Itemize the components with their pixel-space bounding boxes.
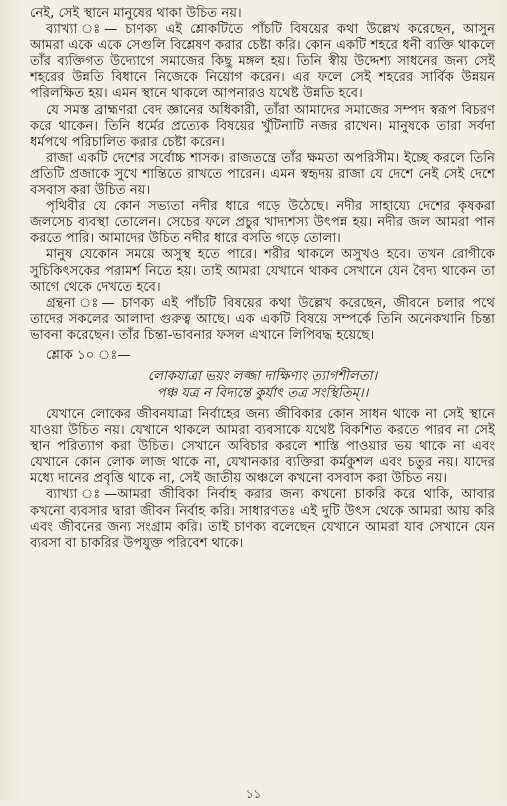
verse-line-2: পঞ্চ যত্র ন বিদ্যন্তে কুর্যাৎ তত্র সংস্থিতিম্।। [156,385,369,401]
verse-line-1: লোকযাত্রা ভয়ং লজ্জা দাক্ষিণ্যং ত্যাগশীলতা। [147,368,378,384]
paragraph-king: রাজা একটি দেশের সর্বোচ্চ শাসক। রাজতন্ত্রে তাঁর ক্ষমতা অপরিসীম। ইচ্ছে করলে তিনি প্রতিটি প্রজাকে সুখে শান্তিতে রাখতে পারেন। এমন স্বহৃদয় রাজা যে দেশে নেই সেই দেশে বসবাস করা উচিত নয়। [30,150,495,199]
paragraph-explanation-1: ব্যাখ্যা ঃ— চাণক্য এই শ্লোকটিতে পাঁচটি বিষয়ের কথা উল্লেখ করেছেন, আসুন আমরা একে একে সেগুলি বিশ্লেষণ করার চেষ্টা করি। কোন একটি শহরে ধনী ব্যক্তি থাকলে তাঁর ব্যক্তিগত উদ্যোগে সমাজের কিছু মঙ্গল হয়। তিনি স্বীয় উদ্দেশ্য সাধনের জন্য সেই শহরের উন্নতি বিধানে নিজেকে নিয়োগ করেন। এর ফলে সেই শহরের সার্বিক উন্নয়ন পরিলক্ষিত হয়। এমন স্থানে থাকলে আপনারও যথেষ্ট উন্নতি হবে। [30,22,495,102]
page-text [30,6,495,552]
page-number: ১১ [245,787,262,801]
intro-line: নেই, সেই স্থানে মানুষের থাকা উচিত নয়। [30,6,242,21]
paragraph-brahmins: যে সমস্ত ব্রাহ্মণরা বেদ জ্ঞানের অধিকারী, তাঁরা আমাদের সমাজের সম্পদ স্বরূপ বিচরণ করে থাকেন। তিনি ধর্মের প্রত্যেক বিষয়ের খুঁটিনাটি নজর রাখেন। মানুষকে তারা সর্বদা ধর্মপথে পরিচালিত করার চেষ্টা করেন। [30,102,495,150]
paragraph-explanation-2: ব্যাখ্যা ঃ—আমরা জীবিকা নির্বাহ করার জন্য কখনো চাকরি করে থাকি, আবার কখনো ব্যবসার দ্বারা জীবন নির্বাহ করি। সাধারণতঃ এই দুটি উৎস থেকে আমরা আয় করি এবং জীবনের জন্য সংগ্রাম করি। তাই চাণক্য বলেছেন যেখানে আমরা যাব সেখানে যেন ব্যবসা বা চাকরির উপযুক্ত পরিবেশ থাকে। [30,487,495,551]
paragraph-verse-meaning: যেখানে লোকের জীবনযাত্রা নির্বাহের জন্য জীবিকার কোন সাধন থাকে না সেই স্থানে যাওয়া উচিত নয়। যেখানে থাকলে আমরা ব্যবসাকে যথেষ্ট বিকশিত করতে পারব না সেই স্থান পরিত্যাগ করা উচিত। সেখানে অবিচার করলে শাস্তি পাওয়ার ভয় থাকে না এবং যেখানে কোন লোক লাজ থাকে না, যেখানকার ব্যক্তিরা কর্মকুশল এবং চতুর নয়। যাদের মধ্যে দানের প্রবৃত্তি থাকে না, সেই জাতীয় অঞ্চলে কখনো বসবাস করা উচিত নয়। [30,406,495,487]
paragraph-summary: গ্রন্থনা ঃ— চাণক্য এই পাঁচটি বিষয়ের কথা উল্লেখ করেছেন, জীবনে চলার পথে তাদের সকলের আলাদা গুরুত্ব আছে। এক একটি বিষয়ে সম্পর্কে তিনি অনেকখানি চিন্তা ভাবনা করেছেন। তাঁর চিন্তা-ভাবনার ফসল এখানে লিপিবদ্ধ হয়েছে। [30,295,495,343]
verse-block [30,368,495,402]
paragraph-physician: মানুষ যেকোন সময়ে অসুস্থ হতে পারে। শরীর থাকলে অসুখও হবে। তখন রোগীকে সুচিকিৎসকের পরামর্শ নিতে হয়। তাই আমরা যেখানে থাকব সেখানে যেন বৈদ্য থাকেন তা আগে থেকে দেখতে হবে। [30,247,495,295]
paragraph-river: পৃথিবীর যে কোন সভ্যতা নদীর ধারে গড়ে উঠেছে। নদীর সাহায্যে দেশের কৃষকরা জলসেচ ব্যবস্থা তোলেন। সেচের ফলে প্রচুর খাদ্যশস্য উৎপন্ন হয়। নদীর জল আমরা পান করতে পারি। আমাদের উচিত নদীর ধারে বসতি গড়ে তোলা। [30,199,495,247]
verse-heading: শ্লোক ১০ ঃ— [46,347,131,363]
